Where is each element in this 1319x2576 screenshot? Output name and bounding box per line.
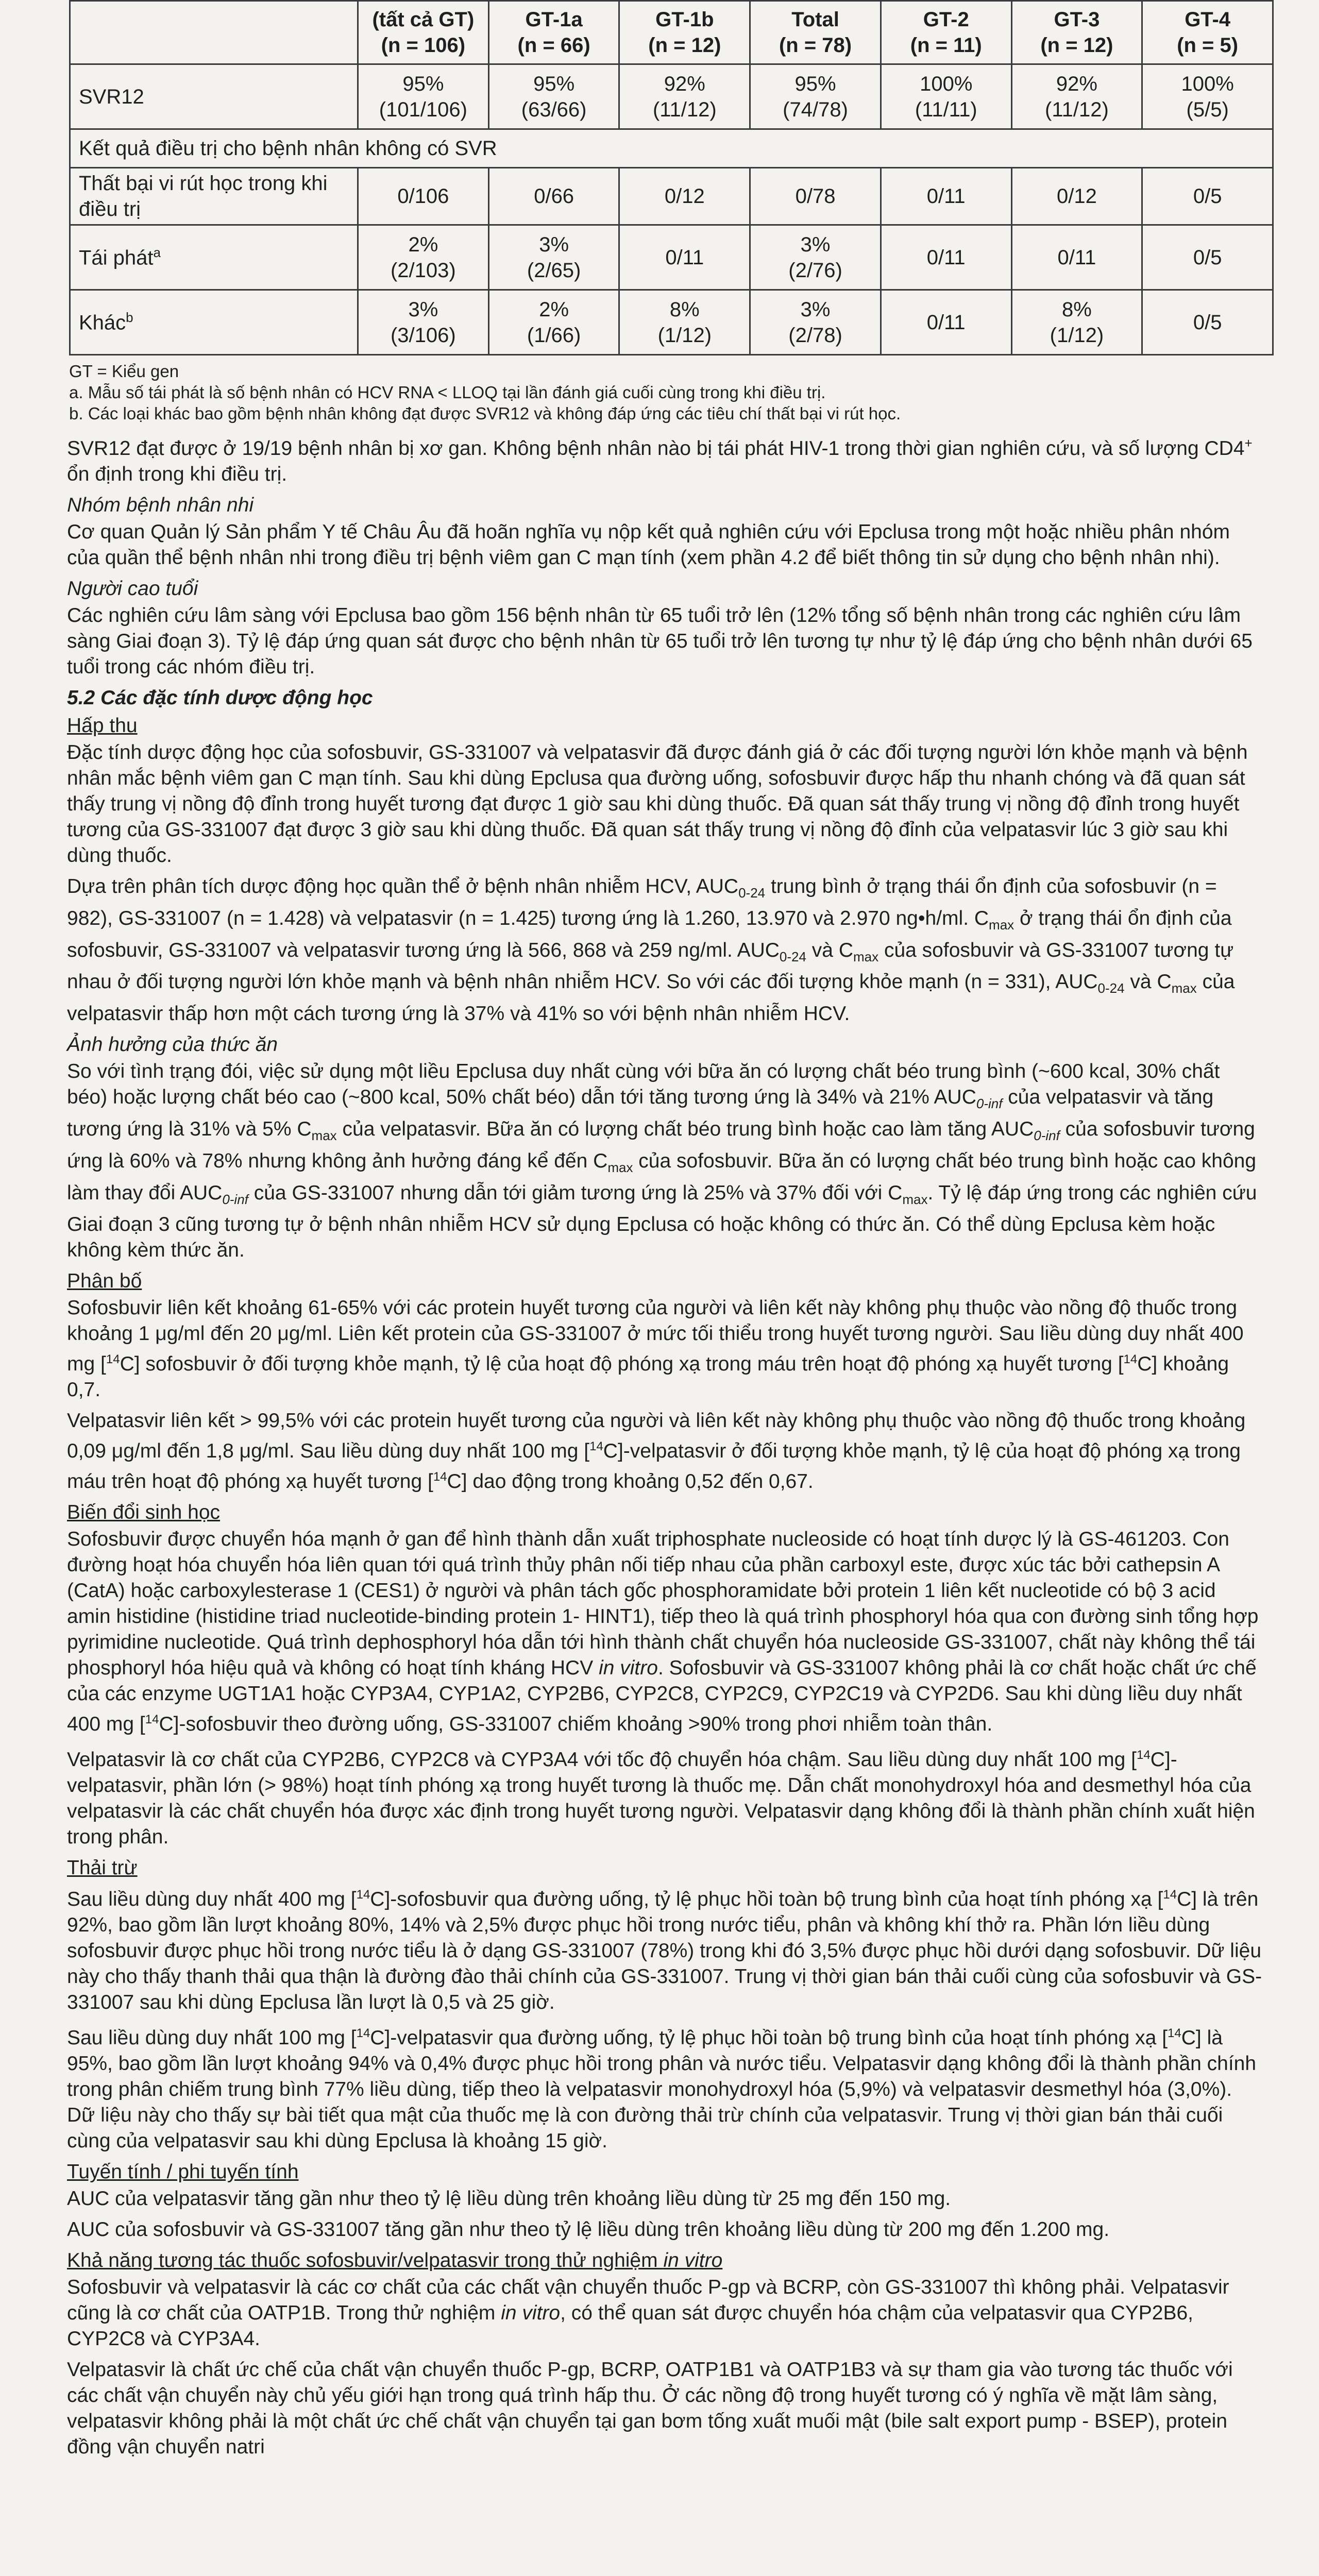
table-header-cell: GT-4 (n = 5) xyxy=(1142,1,1273,64)
subsection-heading: Thải trừ xyxy=(67,1857,138,1879)
subsection-heading: Ảnh hưởng của thức ăn xyxy=(67,1033,278,1056)
table-header-cell: GT-3 (n = 12) xyxy=(1011,1,1142,64)
paragraph: So với tình trạng đói, việc sử dụng một liều Epclusa duy nhất cùng với bữa ăn có lượng chất béo trung bình (~600 kcal, 30% chất béo) hoặc lượng chất béo cao (~800 kcal, 50% chất béo) dẫn tới tăng tương ứng là 34% và 21% $AUC_{0-inf}$ của velpatasvir và tăng tương ứng là 31% và 5% $C_{max}$ của velpatasvir. Bữa ăn có lượng chất béo trung bình hoặc cao làm tăng $AUC_{0-inf}$ của sofosbuvir tương ứng là 60% và 78% nhưng không ảnh hưởng đáng kể đến $C_{max}$ của sofosbuvir. Bữa ăn có lượng chất béo trung bình hoặc cao không làm thay đổi $AUC_{0-inf}$ của GS-331007 nhưng dẫn tới giảm tương ứng là 25% và 37% đối với $C_{max}$. Tỷ lệ đáp ứng trong các nghiên cứu Giai đoạn 3 cũng tương tự ở bệnh nhân nhiễm HCV sử dụng Epclusa có hoặc không có thức ăn. Có thể dùng Epclusa kèm hoặc không kèm thức ăn. xyxy=(67,1060,1257,1262)
table-header-cell: GT-2 (n = 11) xyxy=(881,1,1011,64)
table-cell: 92% (11/12) xyxy=(1011,64,1142,129)
table-row-label: Tái phát$^a$ xyxy=(70,225,358,290)
table-cell: 0/78 xyxy=(750,168,881,225)
table-cell: 3% (2/78) xyxy=(750,290,881,355)
table-header-cell: GT-1b (n = 12) xyxy=(619,1,750,64)
table-header-row xyxy=(70,1,1273,64)
table-cell: 0/11 xyxy=(881,225,1011,290)
paragraph: Velpatasvir là chất ức chế của chất vận chuyển thuốc P-gp, BCRP, OATP1B1 và OATP1B3 và sự tham gia vào tương tác thuốc với các chất vận chuyển này chủ yếu giới hạn trong quá trình hấp thu. Ở các nồng độ trong huyết tương có ý nghĩa về mặt lâm sàng, velpatasvir không phải là một chất ức chế chất vận chuyển tại gan bơm tống xuất muối mật (bile salt export pump - BSEP), protein đồng vận chuyển natri xyxy=(67,2359,1233,2459)
table-cell: 8% (1/12) xyxy=(619,290,750,355)
table-section-label: Kết quả điều trị cho bệnh nhân không có SVR xyxy=(70,129,1273,168)
table-cell: 3% (3/106) xyxy=(358,290,488,355)
subsection-heading: Hấp thu xyxy=(67,715,138,737)
footnote: a. Mẫu số tái phát là số bệnh nhân có HCV RNA < LLOQ tại lần đánh giá cuối cùng trong khi điều trị. xyxy=(69,383,826,402)
svr12-results-table xyxy=(69,0,1274,355)
table-cell: 2% (1/66) xyxy=(488,290,619,355)
footnote: b. Các loại khác bao gồm bệnh nhân không đạt được SVR12 và không đáp ứng các tiêu chí thất bại vi rút học. xyxy=(69,404,901,423)
table-header-cell: (tất cả GT) (n = 106) xyxy=(358,1,488,64)
paragraph: AUC của sofosbuvir và GS-331007 tăng gần như theo tỷ lệ liều dùng trên khoảng liều dùng từ 200 mg đến 1.200 mg. xyxy=(67,2218,1110,2241)
table-cell: 0/12 xyxy=(1011,168,1142,225)
section-heading: 5.2 Các đặc tính dược động học xyxy=(67,687,373,709)
subsection-heading: Nhóm bệnh nhân nhi xyxy=(67,494,254,516)
table-cell: 0/106 xyxy=(358,168,488,225)
paragraph: Sofosbuvir và velpatasvir là các cơ chất của các chất vận chuyển thuốc P-gp và BCRP, còn GS-331007 thì không phải. Velpatasvir cũng là cơ chất của OATP1B. Trong thử nghiệm in vitro, có thể quan sát được chuyển hóa chậm của velpatasvir qua CYP2B6, CYP2C8 và CYP3A4. xyxy=(67,2276,1229,2350)
paragraph: Sofosbuvir liên kết khoảng 61-65% với các protein huyết tương của người và liên kết này không phụ thuộc vào nồng độ thuốc trong khoảng 1 μg/ml đến 20 μg/ml. Liên kết protein của GS-331007 ở mức tối thiểu trong huyết tương người. Sau liều dùng duy nhất 400 mg [$^{14}$C] sofosbuvir ở đối tượng khỏe mạnh, tỷ lệ của hoạt độ phóng xạ trong máu trên hoạt độ phóng xạ huyết tương [$^{14}$C] khoảng 0,7. xyxy=(67,1297,1244,1401)
table-footnotes xyxy=(69,361,1263,424)
table-cell: 0/11 xyxy=(881,290,1011,355)
table-cell: 0/66 xyxy=(488,168,619,225)
paragraph: Sau liều dùng duy nhất 400 mg [$^{14}$C]-sofosbuvir qua đường uống, tỷ lệ phục hồi toàn bộ trung bình của hoạt tính phóng xạ [$^{14}$C] là trên 92%, bao gồm lần lượt khoảng 80%, 14% và 2,5% được phục hồi trong nước tiểu, phân và không khí thở ra. Phần lớn liều dùng sofosbuvir được phục hồi trong nước tiểu là ở dạng GS-331007 (78%) trong khi đó 3,5% được phục hồi dưới dạng sofosbuvir. Dữ liệu này cho thấy thanh thải qua thận là đường đào thải chính của GS-331007. Trung vị thời gian bán thải cuối cùng của sofosbuvir và GS-331007 sau khi dùng Epclusa lần lượt là 0,5 và 25 giờ. xyxy=(67,1888,1262,2014)
document-body xyxy=(67,430,1263,2460)
table-cell: 0/5 xyxy=(1142,168,1273,225)
footnote: GT = Kiểu gen xyxy=(69,362,179,381)
table-cell: 3% (2/76) xyxy=(750,225,881,290)
subsection-heading: Khả năng tương tác thuốc sofosbuvir/velpatasvir trong thử nghiệm in vitro xyxy=(67,2249,723,2272)
paragraph: Các nghiên cứu lâm sàng với Epclusa bao gồm 156 bệnh nhân từ 65 tuổi trở lên (12% tổng số bệnh nhân trong các nghiên cứu lâm sàng Giai đoạn 3). Tỷ lệ đáp ứng quan sát được cho bệnh nhân từ 65 tuổi trở lên tương tự như tỷ lệ đáp ứng cho bệnh nhân dưới 65 tuổi trong các nhóm điều trị. xyxy=(67,604,1253,678)
table-cell: 95% (101/106) xyxy=(358,64,488,129)
table-cell: 95% (74/78) xyxy=(750,64,881,129)
paragraph: Sofosbuvir được chuyển hóa mạnh ở gan để hình thành dẫn xuất triphosphate nucleoside có hoạt tính dược lý là GS-461203. Con đường hoạt hóa chuyển hóa liên quan tới quá trình thủy phân nối tiếp nhau của phần carboxyl este, được xúc tác bởi cathepsin A (CatA) hoặc carboxylesterase 1 (CES1) ở người và phân tách gốc phosphoramidate bởi protein 1 liên kết nucleotide có bộ 3 acid amin histidine (histidine triad nucleotide-binding protein 1- HINT1), tiếp theo là quá trình phosphoryl hóa qua con đường sinh tổng hợp pyrimidine nucleotide. Quá trình dephosphoryl hóa dẫn tới hình thành chất chuyển hóa nucleoside GS-331007, chất này không thể tái phosphoryl hóa hiệu quả và không có hoạt tính kháng HCV in vitro. Sofosbuvir và GS-331007 không phải là cơ chất hoặc chất ức chế của các enzyme UGT1A1 hoặc CYP3A4, CYP1A2, CYP2B6, CYP2C8, CYP2C9, CYP2C19 và CYP2D6. Sau khi dùng liều duy nhất 400 mg [$^{14}$C]-sofosbuvir theo đường uống, GS-331007 chiếm khoảng >90% trong phơi nhiễm toàn thân. xyxy=(67,1528,1259,1736)
table-row-label: Khác$^b$ xyxy=(70,290,358,355)
subsection-heading: Phân bố xyxy=(67,1270,142,1293)
table-cell: 0/12 xyxy=(619,168,750,225)
table-row xyxy=(70,290,1273,355)
table-row-label: Thất bại vi rút học trong khi điều trị xyxy=(70,168,358,225)
paragraph: Cơ quan Quản lý Sản phẩm Y tế Châu Âu đã hoãn nghĩa vụ nộp kết quả nghiên cứu với Epclusa trong một hoặc nhiều phân nhóm của quần thể bệnh nhân nhi trong điều trị bệnh viêm gan C mạn tính (xem phần 4.2 để biết thông tin sử dụng cho bệnh nhân nhi). xyxy=(67,521,1230,569)
paragraph: SVR12 đạt được ở 19/19 bệnh nhân bị xơ gan. Không bệnh nhân nào bị tái phát HIV-1 trong thời gian nghiên cứu, và số lượng CD4+ ổn định trong khi điều trị. xyxy=(67,435,1253,485)
table-cell: 3% (2/65) xyxy=(488,225,619,290)
table-cell: 2% (2/103) xyxy=(358,225,488,290)
table-cell: 100% (11/11) xyxy=(881,64,1011,129)
paragraph: Dựa trên phân tích dược động học quần thể ở bệnh nhân nhiễm HCV, $AUC_{0-24}$ trung bình ở trạng thái ổn định của sofosbuvir (n = 982), GS-331007 (n = 1.428) và velpatasvir (n = 1.425) tương ứng là 1.260, 13.970 và 2.970 ng•h/ml. $C_{max}$ ở trạng thái ổn định của sofosbuvir, GS-331007 và velpatasvir tương ứng là 566, 868 và 259 ng/ml. $AUC_{0-24}$ và $C_{max}$ của sofosbuvir và GS-331007 tương tự nhau ở đối tượng người lớn khỏe mạnh và bệnh nhân nhiễm HCV. So với các đối tượng khỏe mạnh (n = 331), $AUC_{0-24}$ và $C_{max}$ của velpatasvir thấp hơn một cách tương ứng là 37% và 41% so với bệnh nhân nhiễm HCV. xyxy=(67,875,1235,1025)
paragraph: Sau liều dùng duy nhất 100 mg [$^{14}$C]-velpatasvir qua đường uống, tỷ lệ phục hồi toàn bộ trung bình của hoạt tính phóng xạ [$^{14}$C] là 95%, bao gồm lần lượt khoảng 94% và 0,4% được phục hồi trong phân và nước tiểu. Velpatasvir dạng không đổi là thành phần chính trong phân chiếm trung bình 77% liều dùng, tiếp theo là velpatasvir monohydroxyl hóa (5,9%) và velpatasvir desmethyl hóa (3,0%). Dữ liệu này cho thấy sự bài tiết qua mật của thuốc mẹ là con đường thải trừ chính của velpatasvir. Trung vị thời gian bán thải cuối cùng của velpatasvir sau khi dùng Epclusa là khoảng 15 giờ. xyxy=(67,2026,1257,2153)
table-cell: 92% (11/12) xyxy=(619,64,750,129)
subsection-heading: Tuyến tính / phi tuyến tính xyxy=(67,2161,299,2183)
table-cell: 100% (5/5) xyxy=(1142,64,1273,129)
table-cell: 8% (1/12) xyxy=(1011,290,1142,355)
page-content xyxy=(58,0,1263,2465)
table-section-row xyxy=(70,129,1273,168)
table-cell: 0/5 xyxy=(1142,225,1273,290)
paragraph: AUC của velpatasvir tăng gần như theo tỷ lệ liều dùng trên khoảng liều dùng từ 25 mg đến 150 mg. xyxy=(67,2188,951,2210)
table-cell: 0/5 xyxy=(1142,290,1273,355)
subsection-heading: Người cao tuổi xyxy=(67,578,198,600)
table-row-label: SVR12 xyxy=(70,64,358,129)
table-cell: 0/11 xyxy=(619,225,750,290)
table-header-cell: GT-1a (n = 66) xyxy=(488,1,619,64)
subsection-heading: Biến đổi sinh học xyxy=(67,1501,221,1524)
table-cell: 0/11 xyxy=(881,168,1011,225)
table-row xyxy=(70,64,1273,129)
table-row xyxy=(70,168,1273,225)
paragraph: Velpatasvir liên kết > 99,5% với các protein huyết tương của người và liên kết này không phụ thuộc vào nồng độ thuốc trong khoảng 0,09 μg/ml đến 1,8 μg/ml. Sau liều dùng duy nhất 100 mg [$^{14}$C]-velpatasvir ở đối tượng khỏe mạnh, tỷ lệ của hoạt độ phóng xạ trong máu trên hoạt độ phóng xạ huyết tương [$^{14}$C] dao động trong khoảng 0,52 đến 0,67. xyxy=(67,1410,1246,1493)
table-header-cell xyxy=(70,1,358,64)
paragraph: Velpatasvir là cơ chất của CYP2B6, CYP2C8 và CYP3A4 với tốc độ chuyển hóa chậm. Sau liều dùng duy nhất 100 mg [$^{14}$C]-velpatasvir, phần lớn (> 98%) hoạt tính phóng xạ trong huyết tương là thuốc mẹ. Dẫn chất monohydroxyl hóa and desmethyl hóa của velpatasvir là các chất chuyển hóa được xác định trong huyết tương người. Velpatasvir dạng không đổi là thành phần chính xuất hiện trong phân. xyxy=(67,1748,1255,1849)
table-cell: 0/11 xyxy=(1011,225,1142,290)
paragraph: Đặc tính dược động học của sofosbuvir, GS-331007 và velpatasvir đã được đánh giá ở các đối tượng người lớn khỏe mạnh và bệnh nhân mắc bệnh viêm gan C mạn tính. Sau khi dùng Epclusa qua đường uống, sofosbuvir được hấp thu nhanh chóng và đã quan sát thấy trung vị nồng độ đỉnh trong huyết tương đạt được 1 giờ sau khi dùng thuốc. Đã quan sát thấy trung vị nồng độ đỉnh trong huyết tương của GS-331007 đạt được 3 giờ sau khi dùng thuốc. Đã quan sát thấy trung vị nồng độ đỉnh của velpatasvir lúc 3 giờ sau khi dùng thuốc. xyxy=(67,741,1248,867)
table-row xyxy=(70,225,1273,290)
table-cell: 95% (63/66) xyxy=(488,64,619,129)
table-header-cell: Total (n = 78) xyxy=(750,1,881,64)
